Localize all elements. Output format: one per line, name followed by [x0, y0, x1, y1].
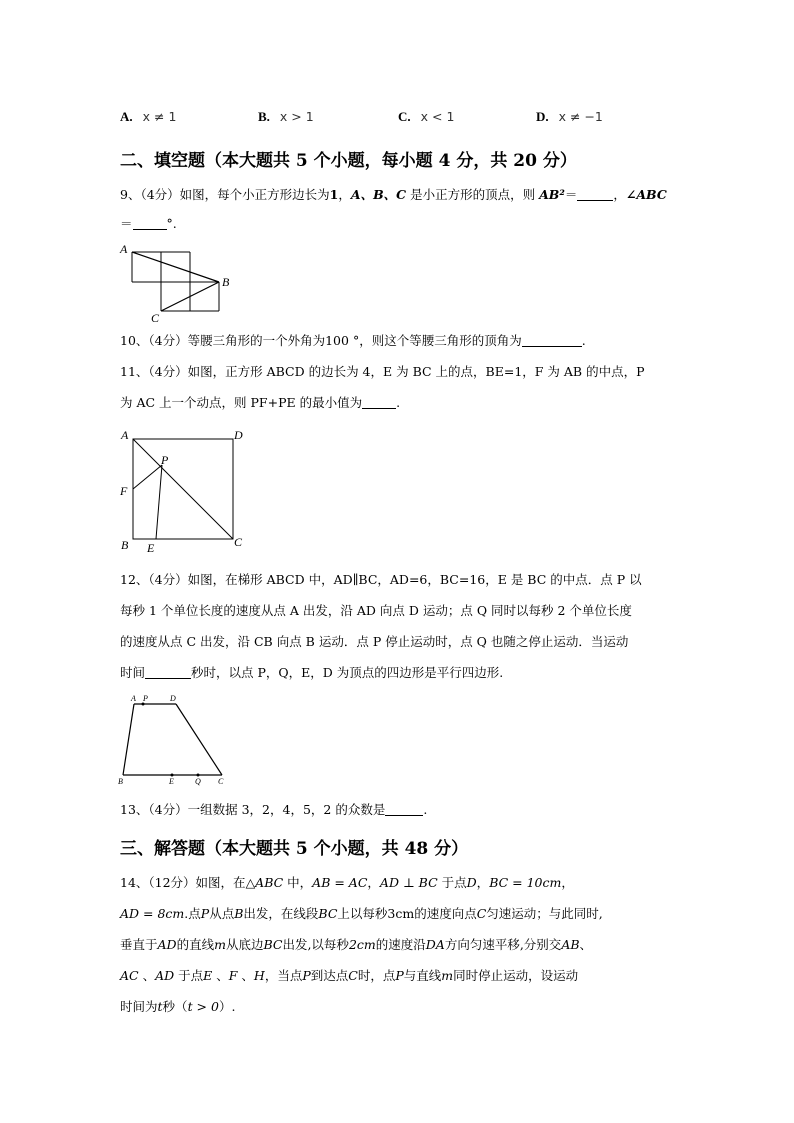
q14-text: 匀速运动；与此同时, — [486, 906, 603, 921]
q14-line2 — [120, 904, 603, 924]
q10-text: 10、（4分）等腰三角形的一个外角为100 °，则这个等腰三角形的顶角为 — [120, 333, 522, 348]
q14-math: t > 0 — [187, 999, 219, 1014]
q14-math: AD — [157, 937, 177, 952]
q14-text: 14、（12分）如图，在 — [120, 875, 246, 890]
q14-text: 从底边 — [225, 937, 264, 952]
q14-math: AD ⊥ BC — [379, 875, 438, 890]
q14-math: t — [157, 999, 163, 1014]
q12-line4 — [120, 663, 503, 683]
q9-sep: ， — [338, 187, 351, 202]
q14-text: ，当点 — [264, 968, 303, 983]
q9-angle: ∠ABC — [625, 187, 667, 202]
option-c — [398, 106, 454, 125]
q14-text: 上以每秒3cm的速度向点 — [337, 906, 477, 921]
q14-math: P — [302, 968, 311, 983]
label-p: P — [143, 694, 148, 703]
q14-text: 到达点 — [310, 968, 349, 983]
q14-math: P — [200, 906, 210, 921]
q14-text: ， — [367, 875, 380, 890]
q14-text: 的速度沿 — [375, 937, 426, 952]
q12-line2: 每秒 1 个单位长度的速度从点 A 出发，沿 AD 向点 D 运动；点 Q 同时以每秒 2 个单位长度 — [120, 603, 632, 618]
q9-degree: °. — [166, 216, 177, 231]
q14-math: P — [395, 968, 404, 983]
q12-line1: 12、（4分）如图，在梯形 ABCD 中，AD∥BC，AD=6，BC=16，E 是 BC 的中点．点 P 以 — [120, 572, 642, 587]
option-letter: A. — [120, 109, 133, 124]
q13-blank[interactable] — [385, 801, 423, 816]
segment-pf — [133, 465, 162, 489]
q14-math: m — [214, 937, 226, 952]
q14-math: D — [466, 875, 477, 890]
label-c: C — [234, 535, 243, 549]
q11-blank[interactable] — [362, 394, 396, 409]
option-d — [536, 106, 603, 125]
q14-text: ）. — [218, 999, 236, 1014]
q14-math: AB — [561, 937, 580, 952]
q14-math: m — [441, 968, 454, 983]
q14-math: BC — [318, 906, 338, 921]
q14-text: ， — [561, 875, 574, 890]
q11-end: . — [396, 395, 401, 410]
option-math: x ≠ 1 — [142, 109, 177, 124]
label-p: P — [161, 453, 169, 467]
q14-math: 2cm — [348, 937, 376, 952]
q14-text: 秒（ — [162, 999, 188, 1014]
q14-math: C — [348, 968, 358, 983]
label-e: E — [169, 777, 174, 786]
segment-pe — [156, 465, 162, 539]
q10 — [120, 331, 586, 351]
label-e: E — [147, 541, 155, 555]
q14-text: 、 — [579, 937, 593, 952]
q11-line1: 11、（4分）如图，正方形 ABCD 的边长为 4，E 为 BC 上的点，BE=1，F 为 AB 的中点，P — [120, 364, 645, 379]
q9-blank-2[interactable] — [133, 215, 167, 230]
label-f: F — [120, 484, 128, 498]
label-b: B — [222, 275, 230, 289]
q14-math: F — [228, 968, 238, 983]
label-a: A — [120, 242, 128, 256]
q9-blank-1[interactable] — [577, 186, 613, 201]
q13 — [120, 800, 427, 820]
option-math: x < 1 — [420, 109, 455, 124]
q12-blank[interactable] — [145, 664, 191, 679]
diagonal-ac — [133, 439, 233, 539]
q14-math: B — [234, 906, 244, 921]
q13-text: 13、（4分）一组数据 3，2，4，5，2 的众数是 — [120, 802, 386, 817]
q12-text-a: 时间 — [120, 665, 146, 680]
q14-text: .点 — [184, 906, 201, 921]
q14-math: AD = 8cm — [120, 906, 185, 921]
q14-math: AB = AC — [312, 875, 368, 890]
q9-grid-figure — [118, 240, 238, 324]
q9-eq2: ＝ — [120, 216, 133, 231]
option-math: x > 1 — [279, 109, 314, 124]
option-a — [120, 106, 176, 125]
q14-math: △ABC — [245, 875, 284, 890]
label-a: A — [121, 428, 129, 442]
label-b: B — [121, 538, 129, 552]
q10-blank[interactable] — [522, 332, 582, 347]
q14-text: 于点 — [437, 875, 467, 890]
q14-line1 — [120, 873, 574, 893]
q14-math: E — [203, 968, 213, 983]
label-d: D — [234, 428, 243, 442]
q14-math: AD — [155, 968, 175, 983]
q14-text: 、 — [138, 968, 156, 983]
label-q: Q — [195, 777, 201, 786]
q9-points: A、B、C — [350, 187, 407, 202]
q14-text: 出发,以每秒 — [282, 937, 349, 952]
q10-end: . — [581, 333, 586, 348]
q9-comma: ， — [613, 187, 626, 202]
q12-trapezoid-figure — [116, 692, 232, 786]
q11-square-figure — [116, 426, 250, 558]
q14-text: 出发，在线段 — [243, 906, 319, 921]
label-c: C — [218, 777, 224, 786]
label-a: A — [131, 694, 136, 703]
q14-text: 、 — [237, 968, 254, 983]
q14-math: H — [253, 968, 265, 983]
trapezoid-abcd — [123, 704, 222, 775]
q14-text: 时，点 — [357, 968, 396, 983]
q9-eq: ＝ — [564, 187, 578, 202]
q14-text: 方向匀速平移,分别交 — [444, 937, 562, 952]
label-c: C — [151, 311, 160, 324]
grid-lines — [132, 252, 219, 311]
q14-text: 中， — [283, 875, 313, 890]
q9-line1 — [120, 185, 667, 205]
q14-text: 垂直于 — [120, 937, 158, 952]
q11-line2 — [120, 393, 400, 413]
q14-math: AC — [120, 968, 139, 983]
q13-end: . — [423, 802, 428, 817]
q14-line4 — [120, 966, 578, 986]
q14-text: 从点 — [209, 906, 235, 921]
q9-num: 1 — [329, 187, 339, 202]
q11-text: 为 AC 上一个动点，则 PF+PE 的最小值为 — [120, 395, 363, 410]
q14-line5 — [120, 997, 235, 1017]
q14-text: 于点 — [174, 968, 204, 983]
q14-text: 的直线 — [176, 937, 215, 952]
q9-line2 — [120, 214, 177, 234]
label-d: D — [170, 694, 176, 703]
q14-math: C — [476, 906, 487, 921]
option-letter: B. — [258, 109, 270, 124]
q14-math: DA — [425, 937, 445, 952]
section-2-heading: 二、填空题（本大题共 5 个小题，每小题 4 分，共 20 分） — [120, 151, 577, 171]
q14-text: 、 — [212, 968, 229, 983]
q14-text: ， — [476, 875, 490, 890]
label-b: B — [118, 777, 123, 786]
q12-line3: 的速度从点 C 出发，沿 CB 向点 B 运动．点 P 停止运动时，点 Q 也随之停止运动．当运动 — [120, 634, 629, 649]
q14-text: 同时停止运动，设运动 — [453, 968, 579, 983]
q14-text: 与直线 — [403, 968, 442, 983]
section-3-heading: 三、解答题（本大题共 5 个小题，共 48 分） — [120, 839, 469, 859]
option-b — [258, 106, 314, 125]
q9-mid: 是小正方形的顶点，则 — [406, 187, 540, 202]
q14-text: 时间为 — [120, 999, 158, 1014]
q14-math: BC = 10cm — [489, 875, 562, 890]
q14-math: BC — [263, 937, 283, 952]
option-letter: D. — [536, 109, 549, 124]
q14-line3 — [120, 935, 592, 955]
option-math: x ≠ −1 — [558, 109, 603, 124]
q12-text-b: 秒时，以点 P，Q，E，D 为顶点的四边形是平行四边形. — [191, 665, 504, 680]
q9-prefix: 9、（4分）如图，每个小正方形边长为 — [120, 187, 330, 202]
q9-ab-squared: AB² — [539, 187, 565, 202]
option-letter: C. — [398, 109, 411, 124]
